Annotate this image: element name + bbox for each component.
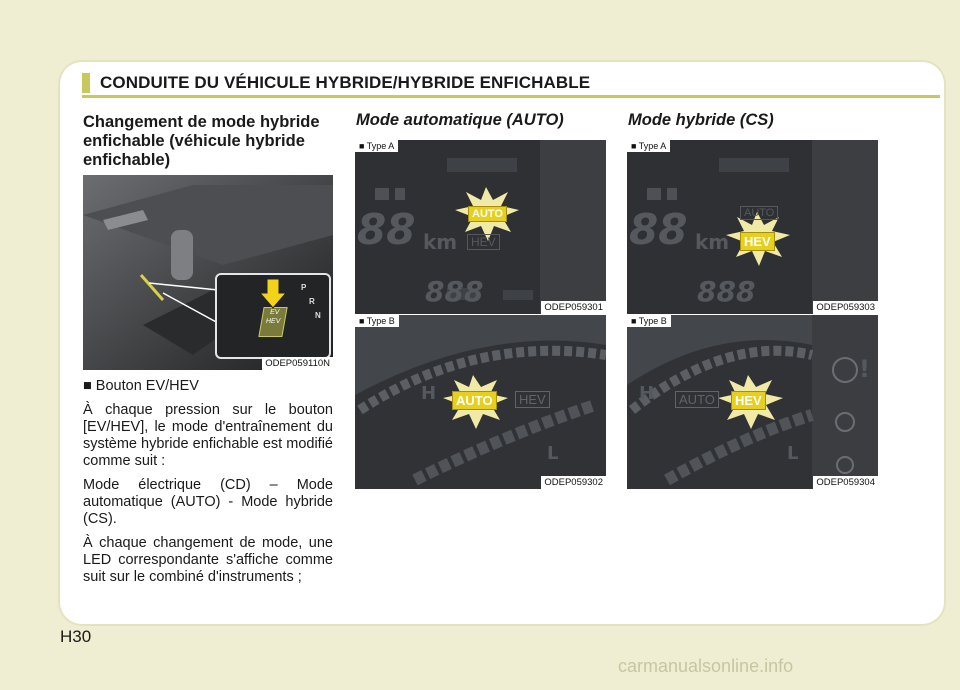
gauge-h: H: [421, 383, 437, 404]
odometer-digits: 88: [629, 205, 688, 254]
hev-indicator-lit: HEV: [731, 391, 766, 410]
paragraph-2: Mode électrique (CD) – Mode automatique (AUTO) - Mode hybride (CS).: [83, 477, 333, 527]
photo-code: ODEP059304: [813, 476, 878, 489]
photo-code: ODEP059303: [813, 301, 878, 314]
trip-digits: 888: [425, 275, 484, 308]
gear-r-label: R: [309, 297, 315, 306]
left-body: [83, 378, 333, 593]
middle-title: Mode automatique (AUTO): [356, 111, 564, 129]
auto-indicator: AUTO: [675, 391, 719, 408]
auto-indicator-lit: AUTO: [452, 391, 497, 410]
header-rule: [82, 95, 940, 98]
warning-exclamation: !: [859, 355, 870, 383]
odometer-digits: 88: [357, 205, 416, 254]
arrow-down-icon: [259, 279, 287, 309]
paragraph-1: À chaque pression sur le bouton [EV/HEV], le mode d'entraînement du système hybride enfichable est modifié comme suit :: [83, 402, 333, 469]
cluster-auto-type-a: [355, 140, 606, 314]
hev-indicator: HEV: [515, 391, 550, 408]
cluster-hev-type-a: [627, 140, 878, 314]
cluster-auto-type-b: [355, 315, 606, 489]
gear-n-label: N: [315, 311, 321, 320]
photo-code: ODEP059110N: [262, 357, 333, 370]
hev-indicator: HEV: [467, 234, 500, 250]
right-title: Mode hybride (CS): [628, 111, 774, 129]
watermark: carmanualsonline.info: [618, 656, 794, 676]
photo-code: ODEP059302: [541, 476, 606, 489]
trip-digits: 888: [697, 275, 756, 308]
bullet-heading: Bouton EV/HEV: [95, 378, 199, 394]
auto-indicator: AUTO: [740, 206, 778, 220]
shifter-photo: [83, 175, 333, 370]
cluster-hev-type-b: [627, 315, 878, 489]
hev-label: HEV: [265, 318, 281, 325]
shifter-inset: [215, 273, 331, 359]
type-a-tag: ■ Type A: [355, 140, 398, 152]
gauge-l: L: [787, 443, 799, 464]
gear-p-label: P: [301, 283, 307, 292]
type-b-tag: ■ Type B: [627, 315, 671, 327]
odometer-km: km: [423, 230, 458, 254]
gauge-l: L: [547, 443, 559, 464]
photo-code: ODEP059301: [541, 301, 606, 314]
bullet-square-icon: ■: [83, 378, 92, 394]
section-header-title: CONDUITE DU VÉHICULE HYBRIDE/HYBRIDE ENFICHABLE: [100, 73, 591, 92]
page-number: H30: [60, 627, 92, 646]
auto-indicator-lit: AUTO: [468, 206, 507, 222]
odometer-km: km: [695, 230, 730, 254]
left-title: Changement de mode hybride enfichable (véhicule hybride enfichable): [83, 113, 320, 169]
type-b-tag: ■ Type B: [355, 315, 399, 327]
hev-indicator-lit: HEV: [740, 232, 775, 251]
type-a-tag: ■ Type A: [627, 140, 670, 152]
gauge-h: H: [639, 383, 655, 404]
ev-hev-button-graphic: [258, 307, 287, 337]
header-accent-bar: [82, 73, 90, 93]
ev-label: EV: [269, 309, 280, 316]
paragraph-3: À chaque changement de mode, une LED correspondante s'affiche comme suit sur le combiné d'instruments ;: [83, 535, 333, 585]
